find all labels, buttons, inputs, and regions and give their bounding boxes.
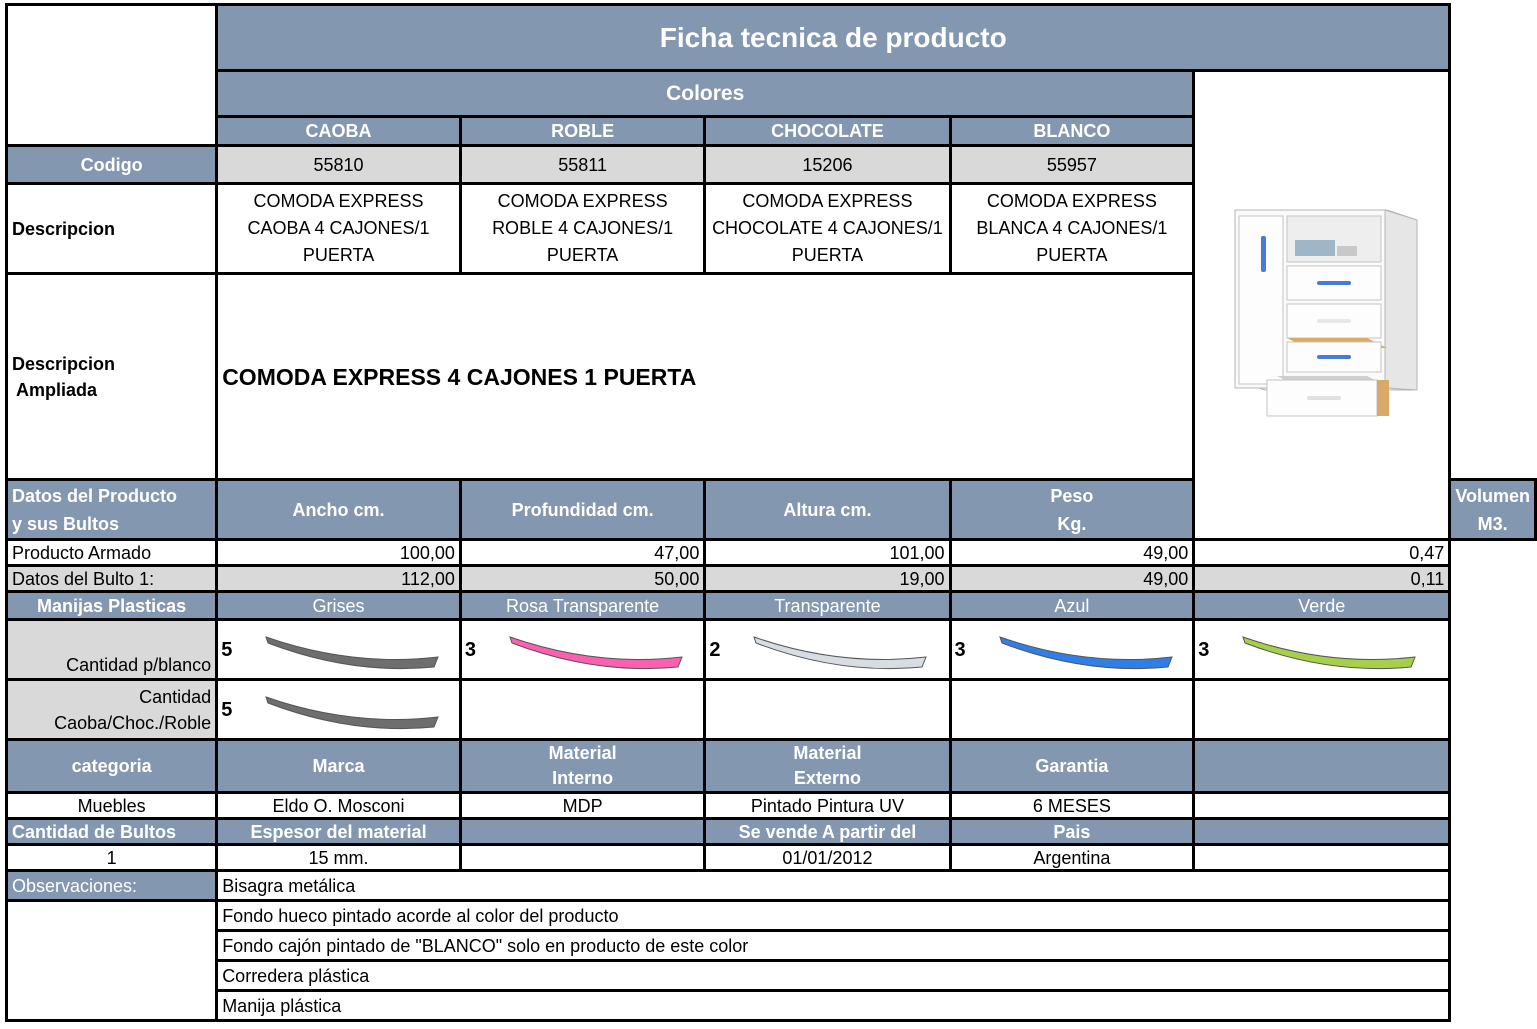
qty-otros: 5 [221,698,233,721]
bulto-peso: 49,00 [950,566,1194,592]
mat-int-value: MDP [460,793,704,819]
volumen-header-line2: M3. [1477,513,1508,534]
empty-header [1194,819,1450,845]
empty-cell [460,845,704,871]
bultos-label: Cantidad de Bultos [7,819,217,845]
profundidad-header: Profundidad cm. [460,480,704,540]
dims-label-line1: Datos del Producto [12,485,178,506]
handle-transparente-icon [750,627,930,673]
dims-label-line2: y sus Bultos [12,513,120,534]
manija-verde: Verde [1194,592,1450,620]
color-caoba: CAOBA [217,117,461,146]
product-table [5,3,1537,1022]
handle-grises-icon [262,687,442,733]
qty-verde: 3 [1198,638,1210,661]
empty-cell [1194,793,1450,819]
altura-header: Altura cm. [705,480,950,540]
manijas-label: Manijas Plasticas [7,592,217,620]
descripcion-label: Descripcion [7,184,217,274]
categoria-value: Muebles [7,793,217,819]
categoria-label: categoria [7,740,217,793]
armado-volumen: 0,47 [1194,540,1450,566]
vende-label: Se vende A partir del [705,819,950,845]
manija-transparente: Transparente [705,592,950,620]
manija-azul: Azul [950,592,1194,620]
manija-rosa: Rosa Transparente [460,592,704,620]
vende-value: 01/01/2012 [705,845,950,871]
qty-transparente: 2 [709,638,721,661]
armado-altura: 101,00 [705,540,950,566]
observaciones-blank [7,901,217,1021]
handle-grises-icon [262,627,442,673]
qty-rosa: 3 [464,638,476,661]
handle-cell-rosa [460,620,704,680]
codigo-caoba: 55810 [217,146,461,184]
armado-peso: 49,00 [950,540,1194,566]
descripcion-chocolate: COMODA EXPRESS CHOCOLATE 4 CAJONES/1 PUERTA [705,184,950,274]
observacion-item: Corredera plástica [217,961,1450,991]
cantidad-otros-label [7,680,217,740]
marca-value: Eldo O. Mosconi [217,793,461,819]
pais-value: Argentina [950,845,1194,871]
codigo-roble: 55811 [460,146,704,184]
handle-rosa-icon [506,627,686,673]
cantidad-otros-label-line1: Cantidad [139,686,212,707]
bulto-volumen: 0,11 [1194,566,1450,592]
handle-cell-otros [217,680,461,740]
empty-cell [460,680,704,740]
bultos-value: 1 [7,845,217,871]
dims-label [7,480,217,540]
empty-cell [705,680,950,740]
empty-cell [1194,845,1450,871]
mat-ext-label [705,740,950,793]
espesor-value: 15 mm. [217,845,461,871]
mat-ext-label-line2: Externo [793,768,861,788]
qty-grises: 5 [221,638,233,661]
bulto-profundidad: 50,00 [460,566,704,592]
marca-label: Marca [217,740,461,793]
handle-cell-azul [950,620,1194,680]
observacion-item: Fondo hueco pintado acorde al color del producto [217,901,1450,931]
mat-int-label [460,740,704,793]
volumen-header-line1: Volumen [1455,485,1530,506]
codigo-blanco: 55957 [950,146,1194,184]
ancho-header: Ancho cm. [217,480,461,540]
mat-int-label-line1: Material [548,743,617,763]
handle-azul-icon [996,627,1176,673]
garantia-label: Garantia [950,740,1194,793]
garantia-value: 6 MESES [950,793,1194,819]
bulto-altura: 19,00 [705,566,950,592]
manija-grises: Grises [217,592,461,620]
observacion-item: Bisagra metálica [217,871,1450,901]
pais-label: Pais [950,819,1194,845]
peso-header [950,480,1194,540]
espesor-label: Espesor del material [217,819,461,845]
descripcion-ampliada-label-line1: Descripcion [12,353,116,374]
bulto-label: Datos del Bulto 1: [7,566,217,592]
handle-cell-transparente [705,620,950,680]
codigo-chocolate: 15206 [705,146,950,184]
peso-header-line2: Kg. [1057,513,1087,534]
mat-ext-value: Pintado Pintura UV [705,793,950,819]
product-sheet [5,3,1537,1022]
color-blanco: BLANCO [950,117,1194,146]
descripcion-blanco: COMODA EXPRESS BLANCA 4 CAJONES/1 PUERTA [950,184,1194,274]
handle-verde-icon [1239,627,1419,673]
observacion-item: Manija plástica [217,991,1450,1021]
armado-ancho: 100,00 [217,540,461,566]
logo-area [7,5,217,146]
product-image [1217,180,1427,430]
volumen-header [1450,480,1536,540]
empty-cell [950,680,1194,740]
descripcion-ampliada-label-line2: Ampliada [16,379,98,400]
armado-profundidad: 47,00 [460,540,704,566]
colors-header: Colores [217,71,1194,117]
page-title: Ficha tecnica de producto [217,5,1450,71]
handle-cell-verde [1194,620,1450,680]
peso-header-line1: Peso [1050,485,1094,506]
empty-header [460,819,704,845]
codigo-label: Codigo [7,146,217,184]
descripcion-ampliada: COMODA EXPRESS 4 CAJONES 1 PUERTA [217,274,1194,480]
observacion-item: Fondo cajón pintado de "BLANCO" solo en producto de este color [217,931,1450,961]
bulto-ancho: 112,00 [217,566,461,592]
product-image-cell [1194,71,1450,540]
observaciones-label: Observaciones: [7,871,217,901]
empty-cell [1194,680,1450,740]
qty-azul: 3 [954,638,966,661]
cantidad-blanco-label: Cantidad p/blanco [7,620,217,680]
mat-int-label-line2: Interno [552,768,614,788]
armado-label: Producto Armado [7,540,217,566]
handle-cell-grises [217,620,461,680]
color-roble: ROBLE [460,117,704,146]
empty-header [1194,740,1450,793]
cantidad-otros-label-line2: Caoba/Choc./Roble [54,712,212,733]
color-chocolate: CHOCOLATE [705,117,950,146]
descripcion-ampliada-label [7,274,217,480]
mat-ext-label-line1: Material [793,743,862,763]
descripcion-caoba: COMODA EXPRESS CAOBA 4 CAJONES/1 PUERTA [217,184,461,274]
descripcion-roble: COMODA EXPRESS ROBLE 4 CAJONES/1 PUERTA [460,184,704,274]
